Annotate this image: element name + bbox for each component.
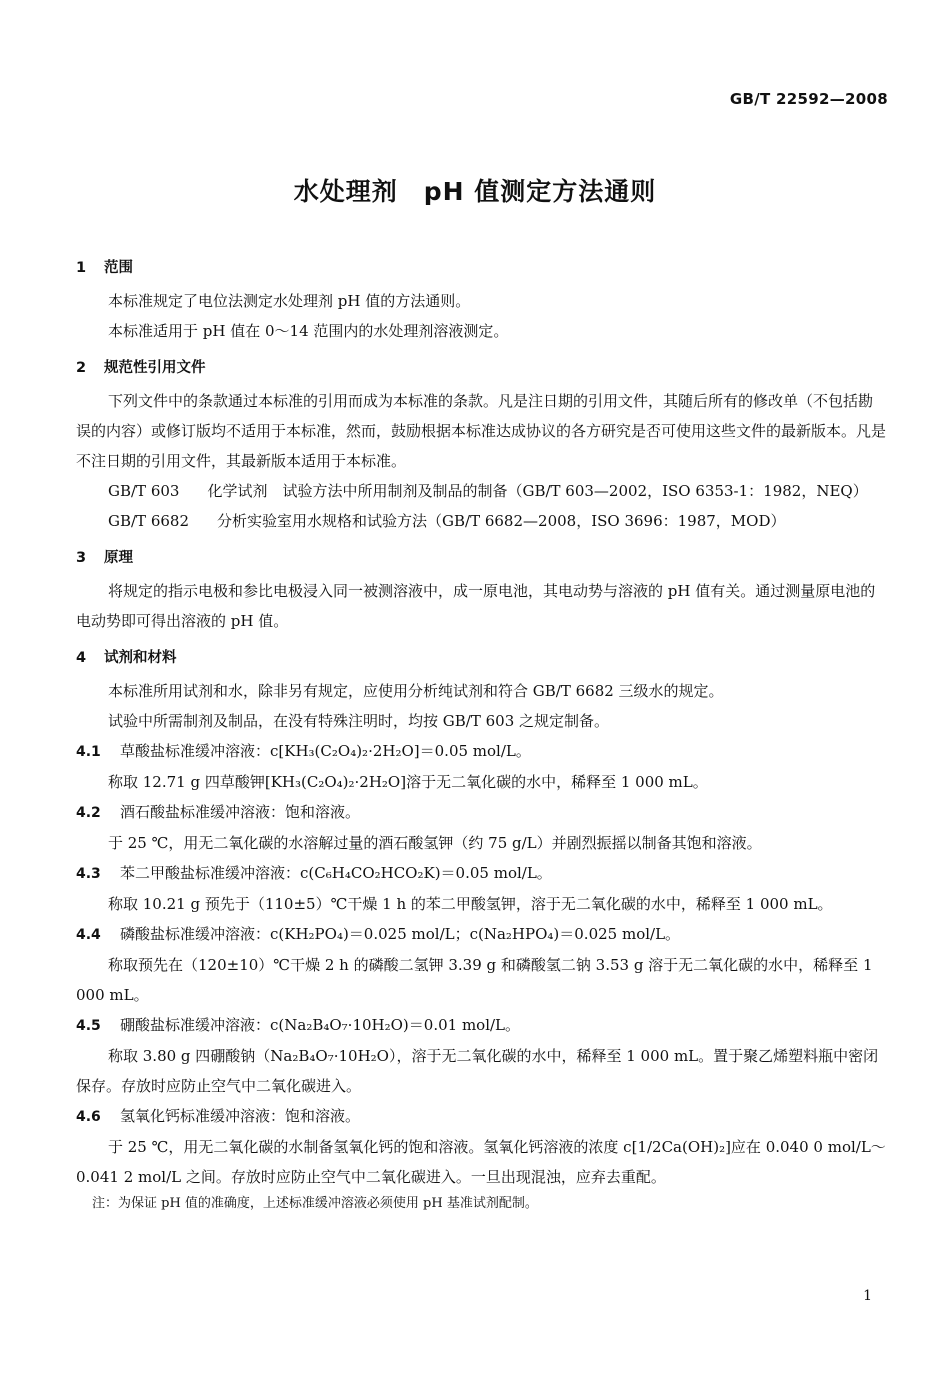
page-number: 1 bbox=[863, 1288, 872, 1304]
subclause-4-1: 4.1 草酸盐标准缓冲溶液：c[KH₃(C₂O₄)₂·2H₂O]＝0.05 mol/L。 bbox=[76, 742, 531, 760]
title-part-2: pH 值测定方法通则 bbox=[423, 177, 657, 206]
section-2-para: 下列文件中的条款通过本标准的引用而成为本标准的条款。凡是注日期的引用文件，其随后所有的修改单（不包括勘误的内容）或修订版均不适用于本标准，然而，鼓励根据本标准达成协议的各方研究是否可使用这些文件的最新版本。凡是不注日期的引用文件，其最新版本适用于本标准。 bbox=[76, 392, 887, 470]
note: 注：为保证 pH 值的准确度，上述标准缓冲溶液必须使用 pH 基准试剂配制。 bbox=[92, 1196, 538, 1211]
subclause-body: 称取 10.21 g 预先于（110±5）℃干燥 1 h 的苯二甲酸氢钾，溶于无二氧化碳的水中，稀释至 1 000 mL。 bbox=[108, 895, 833, 913]
subclause-4-5: 4.5 硼酸盐标准缓冲溶液：c(Na₂B₄O₇·10H₂O)＝0.01 mol/L。 bbox=[76, 1016, 521, 1034]
section-4-heading: 4 试剂和材料 bbox=[76, 650, 177, 666]
section-4-para: 本标准所用试剂和水，除非另有规定，应使用分析纯试剂和符合 GB/T 6682 三级水的规定。 bbox=[108, 682, 724, 700]
section-3-heading: 3 原理 bbox=[76, 550, 133, 566]
section-4-para: 试验中所需制剂及制品，在没有特殊注明时，均按 GB/T 603 之规定制备。 bbox=[108, 712, 610, 730]
subclause-body: 称取预先在（120±10）℃干燥 2 h 的磷酸二氢钾 3.39 g 和磷酸氢二钠 3.53 g 溶于无二氧化碳的水中，稀释至 1 000 mL。 bbox=[76, 956, 873, 1004]
section-1-heading: 1 范围 bbox=[76, 260, 133, 276]
reference-item: GB/T 603 化学试剂 试验方法中所用制剂及制品的制备（GB/T 603—2002，ISO 6353-1：1982，NEQ） bbox=[108, 482, 868, 500]
subclause-4-3: 4.3 苯二甲酸盐标准缓冲溶液：c(C₆H₄CO₂HCO₂K)＝0.05 mol/L。 bbox=[76, 864, 552, 882]
subclause-body: 于 25 ℃，用无二氧化碳的水制备氢氧化钙的饱和溶液。氢氧化钙溶液的浓度 c[1/2Ca(OH)₂]应在 0.040 0 mol/L～0.041 2 mol/L 之间。存放时应防止空气中二氧化碳进入。一旦出现混浊，应弃去重配。 bbox=[76, 1138, 886, 1186]
subclause-4-2: 4.2 酒石酸盐标准缓冲溶液：饱和溶液。 bbox=[76, 803, 361, 821]
title-part-1: 水处理剂 bbox=[293, 177, 398, 206]
subclause-body: 称取 3.80 g 四硼酸钠（Na₂B₄O₇·10H₂O），溶于无二氧化碳的水中，稀释至 1 000 mL。置于聚乙烯塑料瓶中密闭保存。存放时应防止空气中二氧化碳进入。 bbox=[76, 1047, 879, 1095]
subclause-body: 于 25 ℃，用无二氧化碳的水溶解过量的酒石酸氢钾（约 75 g/L）并剧烈振摇以制备其饱和溶液。 bbox=[108, 834, 762, 852]
reference-item: GB/T 6682 分析实验室用水规格和试验方法（GB/T 6682—2008，ISO 3696：1987，MOD） bbox=[108, 512, 786, 530]
subclause-4-4: 4.4 磷酸盐标准缓冲溶液：c(KH₂PO₄)＝0.025 mol/L；c(Na₂HPO₄)＝0.025 mol/L。 bbox=[76, 925, 681, 943]
section-1-para: 本标准规定了电位法测定水处理剂 pH 值的方法通则。 bbox=[108, 292, 471, 310]
page-title bbox=[0, 172, 950, 208]
subclause-4-6: 4.6 氢氧化钙标准缓冲溶液：饱和溶液。 bbox=[76, 1107, 361, 1125]
subclause-body: 称取 12.71 g 四草酸钾[KH₃(C₂O₄)₂·2H₂O]溶于无二氧化碳的水中，稀释至 1 000 mL。 bbox=[108, 773, 708, 791]
section-3-para: 将规定的指示电极和参比电极浸入同一被测溶液中，成一原电池，其电动势与溶液的 pH 值有关。通过测量原电池的电动势即可得出溶液的 pH 值。 bbox=[76, 582, 876, 630]
document-body bbox=[76, 258, 886, 1216]
section-1-para: 本标准适用于 pH 值在 0～14 范围内的水处理剂溶液测定。 bbox=[108, 322, 509, 340]
section-2-heading: 2 规范性引用文件 bbox=[76, 360, 206, 376]
standard-number: GB/T 22592—2008 bbox=[729, 90, 888, 108]
